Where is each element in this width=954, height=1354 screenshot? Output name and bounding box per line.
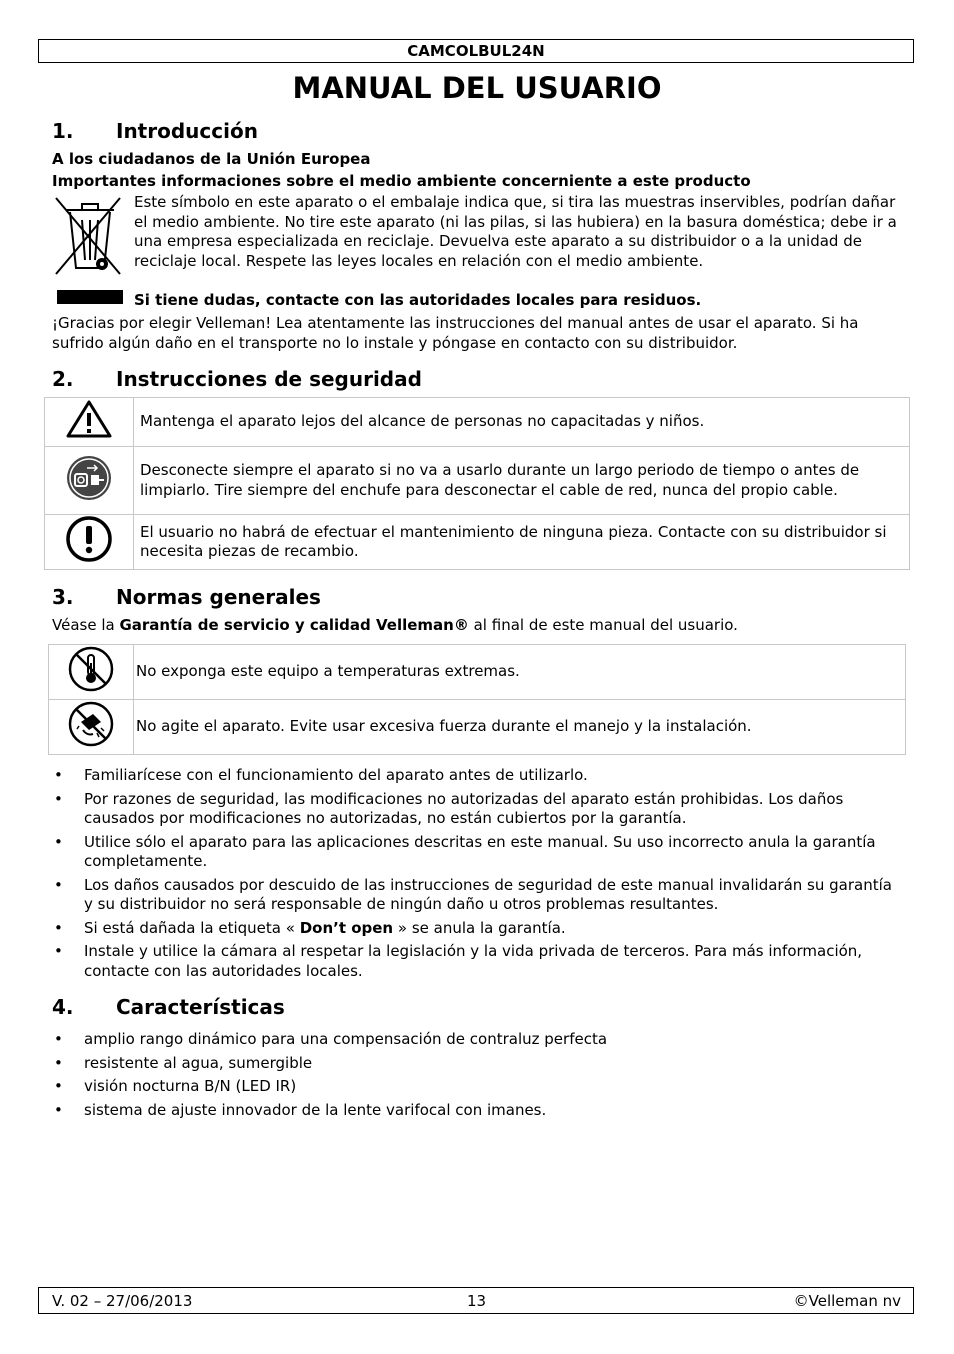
section-title: Normas generales: [116, 585, 321, 609]
rule-row: [49, 700, 906, 755]
document-footer: [38, 1287, 914, 1314]
section-title: Características: [116, 995, 285, 1019]
list-item: • Los daños causados por descuido de las instrucciones de seguridad de este manual invalidarán su garantía y su distribuidor no será responsable de ningún daño u otros problemas resultantes.: [52, 876, 902, 915]
unplug-icon: [45, 447, 134, 515]
section-1-heading: [52, 119, 258, 143]
list-item: • Por razones de seguridad, las modificaciones no autorizadas del aparato están prohibidas. Los daños causados por modificaciones no autorizadas, no están cubiertos por la garantía.: [52, 790, 902, 829]
thanks-paragraph: ¡Gracias por elegir Velleman! Lea atentamente las instrucciones del manual antes de usar el aparato. Si ha sufrido algún daño en el transporte no lo instale y póngase en contacto con su distribuidor.: [52, 314, 859, 352]
section-title: Introducción: [116, 119, 258, 143]
safety-table: [44, 397, 910, 570]
page-number: 13: [467, 1292, 487, 1310]
section-number: 4.: [52, 995, 74, 1019]
section-4-heading: [52, 995, 285, 1019]
rule-row: [49, 645, 906, 700]
list-item: • resistente al agua, sumergible: [52, 1054, 902, 1074]
model-code: CAMCOLBUL24N: [407, 42, 545, 60]
section-title: Instrucciones de seguridad: [116, 367, 422, 391]
document-header: [38, 39, 914, 63]
safety-text: Desconecte siempre el aparato si no va a usarlo durante un largo periodo de tiempo o antes de limpiarlo. Tire siempre del enchufe para desconectar el cable de red, nunca del propio cable.: [134, 447, 910, 515]
exclamation-circle-icon: [45, 515, 134, 570]
warranty-title: Garantía de servicio y calidad Velleman®: [119, 616, 469, 634]
general-rules-list: [52, 766, 902, 981]
section-2-heading: [52, 367, 422, 391]
section-number: 2.: [52, 367, 74, 391]
rule-text: No exponga este equipo a temperaturas extremas.: [134, 645, 906, 700]
page-title: MANUAL DEL USUARIO: [292, 71, 662, 105]
safety-text: El usuario no habrá de efectuar el mantenimiento de ninguna pieza. Contacte con su distribuidor si necesita piezas de recambio.: [134, 515, 910, 570]
list-item: • Familiarícese con el funcionamiento del aparato antes de utilizarlo.: [52, 766, 902, 786]
list-item: • Utilice sólo el aparato para las aplicaciones descritas en este manual. Su uso incorrecto anula la garantía completamente.: [52, 833, 902, 872]
weee-bin-icon: [52, 194, 124, 306]
list-item: • Si está dañada la etiqueta « Don’t open » se anula la garantía.: [52, 919, 902, 939]
features-list: [52, 1030, 902, 1120]
list-item: • Instale y utilice la cámara al respetar la legislación y la vida privada de terceros. Para más información, contacte con las autoridades locales.: [52, 942, 902, 981]
environment-subtitle: Importantes informaciones sobre el medio ambiente concerniente a este producto: [52, 172, 751, 190]
section-number: 1.: [52, 119, 74, 143]
safety-row: [45, 398, 910, 447]
weee-notice-text: Este símbolo en este aparato o el embalaje indica que, si tira las muestras inservibles, podrían dañar el medio ambiente. No tire este aparato (ni las pilas, si las hubiera) en la basura doméstica; debe ir a una empresa especializada en reciclaje. Devuelva este aparato a su distribuidor o a la unidad de reciclaje local. Respete las leyes locales en relación con el medio ambiente.: [134, 193, 897, 270]
safety-row: [45, 447, 910, 515]
safety-row: [45, 515, 910, 570]
section-3-heading: [52, 585, 321, 609]
version-date: V. 02 – 27/06/2013: [52, 1292, 193, 1310]
no-shaking-icon: [49, 700, 134, 755]
rule-text: No agite el aparato. Evite usar excesiva fuerza durante el manejo y la instalación.: [134, 700, 906, 755]
weee-notice-bold: Si tiene dudas, contacte con las autoridades locales para residuos.: [134, 291, 702, 309]
general-rules-table: [48, 644, 906, 755]
warning-triangle-icon: [45, 398, 134, 447]
copyright: ©Velleman nv: [793, 1292, 901, 1310]
warranty-reference: Véase la Garantía de servicio y calidad Velleman® al final de este manual del usuario.: [52, 616, 738, 634]
eu-citizens-subtitle: A los ciudadanos de la Unión Europea: [52, 150, 371, 168]
list-item: • amplio rango dinámico para una compensación de contraluz perfecta: [52, 1030, 902, 1050]
list-item: • sistema de ajuste innovador de la lente varifocal con imanes.: [52, 1101, 902, 1121]
list-item: • visión nocturna B/N (LED IR): [52, 1077, 902, 1097]
label-name: Don’t open: [299, 918, 394, 937]
no-extreme-temperature-icon: [49, 645, 134, 700]
section-number: 3.: [52, 585, 74, 609]
safety-text: Mantenga el aparato lejos del alcance de personas no capacitadas y niños.: [134, 398, 910, 447]
